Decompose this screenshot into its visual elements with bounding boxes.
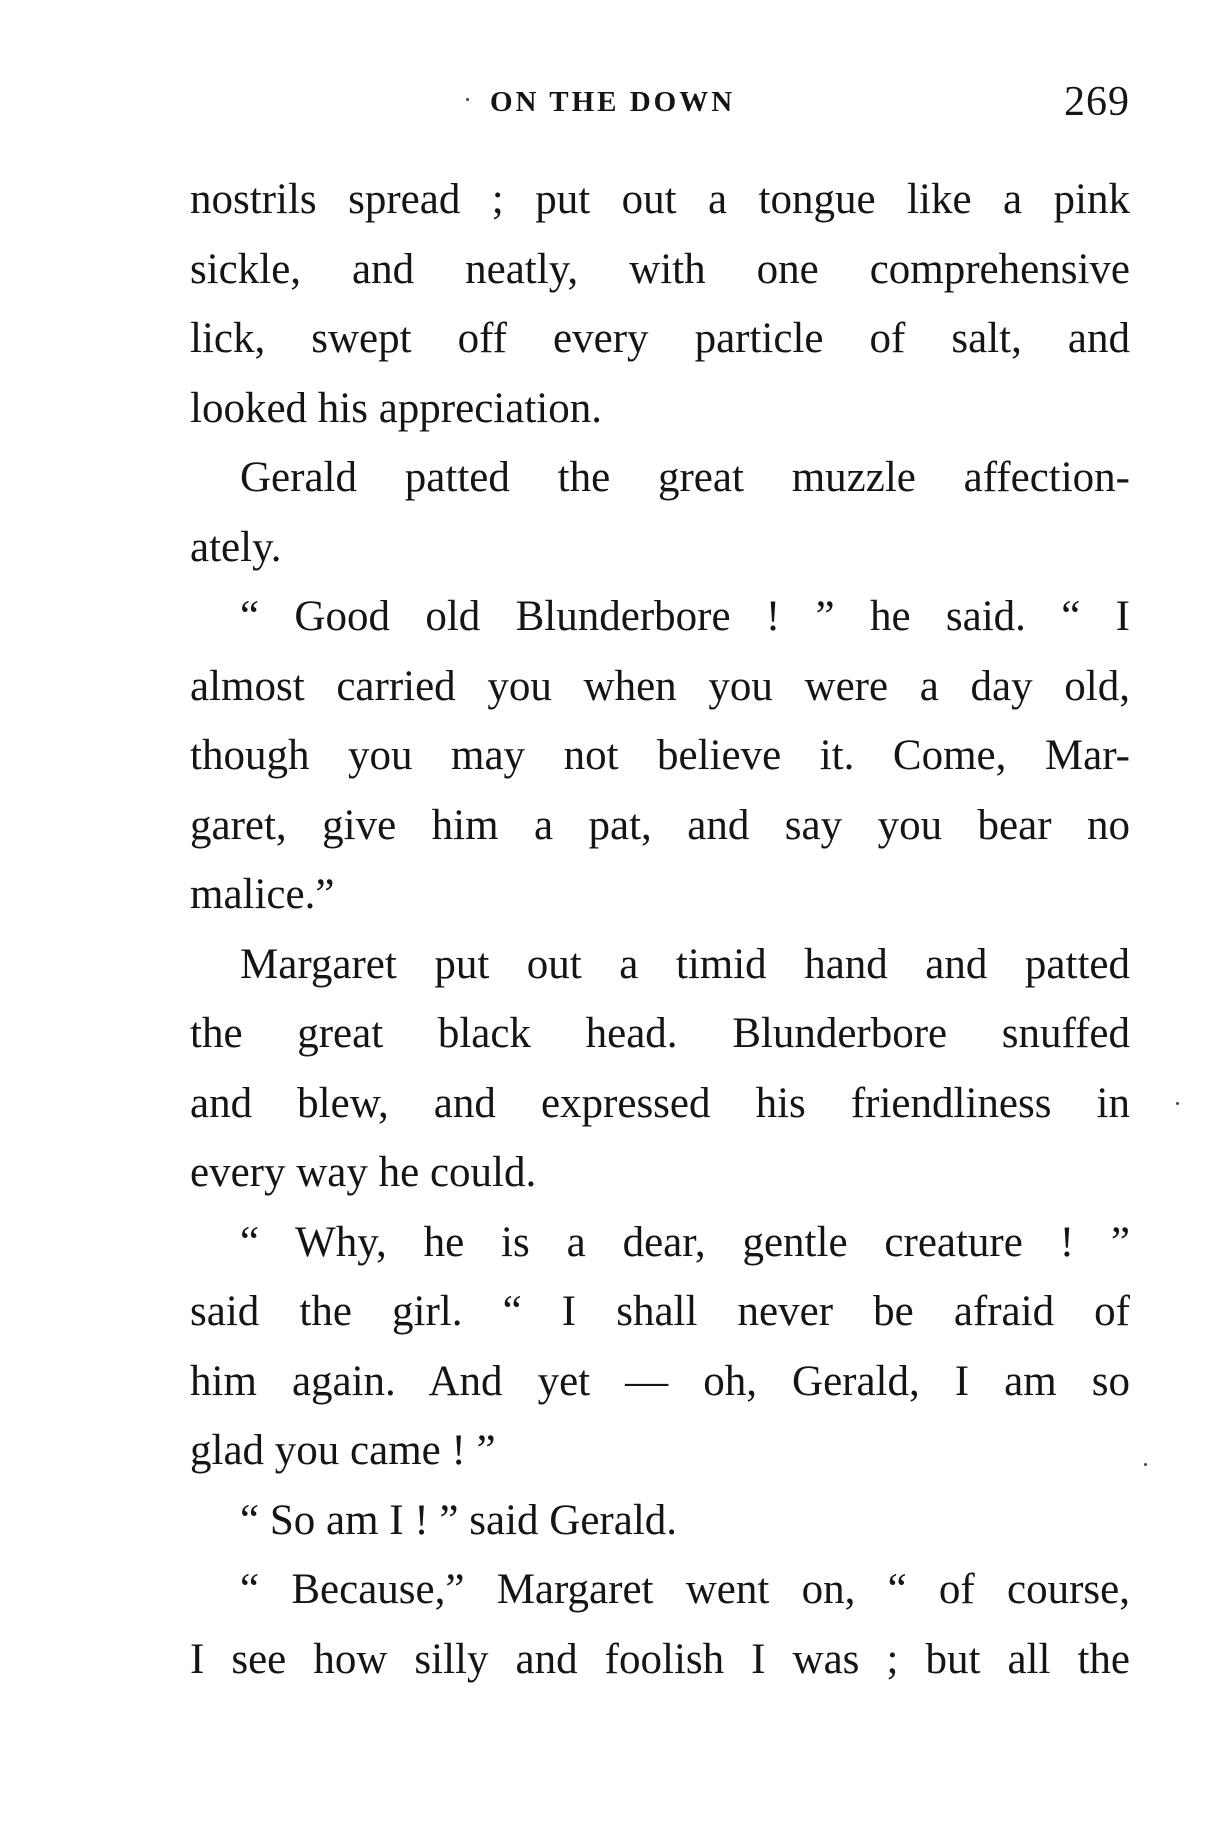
text-line: said the girl. “ I shall never be afraid of [190,1288,1130,1335]
text-line: sickle, and neatly, with one comprehensive [190,245,1130,293]
page-header [190,78,1130,138]
text-line: nostrils spread ; put out a tongue like a pink [190,176,1130,223]
text-line: every way he could. [190,1149,537,1196]
text-line: I see how silly and foolish I was ; but all the [190,1635,1130,1683]
text-line: garet, give him a pat, and say you bear no [190,801,1130,849]
print-speck [1176,1102,1179,1105]
text-line: malice.” [190,871,335,918]
text-line: though you may not believe it. Come, Mar- [190,732,1130,779]
text-line: ately. [190,523,282,571]
text-line: him again. And yet — oh, Gerald, I am so [190,1357,1130,1405]
print-speck [1144,1463,1147,1466]
running-title: ON THE DOWN [490,86,736,118]
text-line: “ Because,” Margaret went on, “ of course, [240,1566,1130,1613]
text-line: looked his appreciation. [190,384,602,432]
print-speck [466,98,469,101]
text-line: “ Why, he is a dear, gentle creature ! ” [240,1218,1130,1266]
body-text [190,165,1130,1694]
text-line: the great black head. Blunderbore snuffed [190,1010,1130,1057]
text-line: and blew, and expressed his friendliness in [190,1079,1130,1127]
text-line: “ So am I ! ” said Gerald. [240,1496,678,1544]
text-line: almost carried you when you were a day old, [190,662,1130,710]
text-line: lick, swept off every particle of salt, and [190,315,1130,362]
text-line: “ Good old Blunderbore ! ” he said. “ I [240,593,1130,640]
page-number: 269 [1064,79,1130,125]
text-line: Margaret put out a timid hand and patted [240,940,1130,988]
text-line: glad you came ! ” [190,1427,496,1474]
text-line: Gerald patted the great muzzle affection- [240,454,1130,501]
